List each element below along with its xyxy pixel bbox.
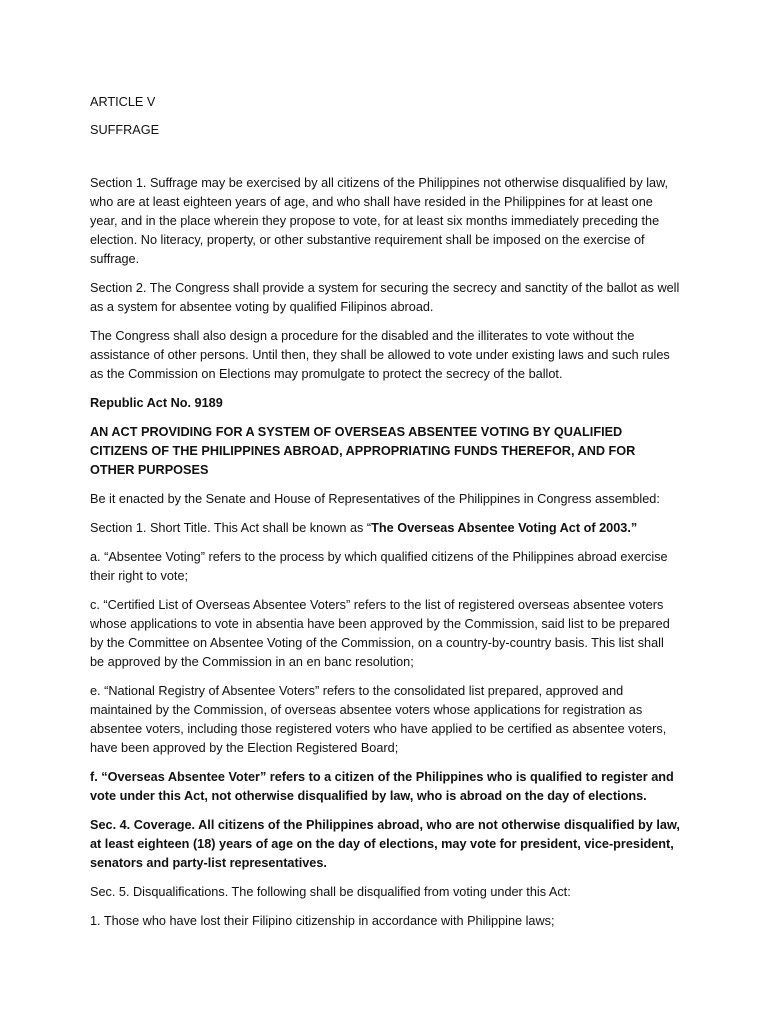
section-1-paragraph: Section 1. Suffrage may be exercised by all citizens of the Philippines not otherwise disqualified by law, who are at least eighteen years of age, and who shall have resided in the Philippines for at least one year, and in the place wherein they propose to vote, for at least six months immediately preceding the election. No literacy, property, or other substantive requirement shall be imposed on the exercise of suffrage. bbox=[90, 176, 669, 266]
section-2-paragraph: Section 2. The Congress shall provide a system for securing the secrecy and sanctity of the ballot as well as a system for absentee voting by qualified Filipinos abroad. bbox=[90, 281, 680, 314]
article-label: ARTICLE V bbox=[90, 95, 156, 109]
section-4-coverage: Sec. 4. Coverage. All citizens of the Philippines abroad, who are not otherwise disqualified by law, at least eighteen (18) years of age on the day of elections, may vote for president, vice-president, senators and party-list representatives. bbox=[90, 818, 680, 870]
section-2-continuation-paragraph: The Congress shall also design a procedure for the disabled and the illiterates to vote without the assistance of other persons. Until then, they shall be allowed to vote under existing laws and such rules as the Commission on Elections may promulgate to protect the secrecy of the ballot. bbox=[90, 329, 670, 381]
disqualification-item-1: 1. Those who have lost their Filipino citizenship in accordance with Philippine laws; bbox=[90, 914, 555, 928]
short-title-paragraph bbox=[90, 519, 680, 538]
act-number: Republic Act No. 9189 bbox=[90, 396, 223, 410]
definition-e: e. “National Registry of Absentee Voters” refers to the consolidated list prepared, approved and maintained by the Commission, of overseas absentee voters whose applications for registration as absentee voters, including those registered voters who have applied to be certified as absentee voters, have been approved by the Election Registered Board; bbox=[90, 684, 667, 755]
short-title-name: The Overseas Absentee Voting Act of 2003.” bbox=[371, 521, 638, 535]
definition-f: f. “Overseas Absentee Voter” refers to a citizen of the Philippines who is qualified to register and vote under this Act, not otherwise disqualified by law, who is abroad on the day of elections. bbox=[90, 770, 674, 803]
short-title-prefix: Section 1. Short Title. This Act shall be known as “ bbox=[90, 521, 372, 535]
enacting-clause: Be it enacted by the Senate and House of Representatives of the Philippines in Congress assembled: bbox=[90, 492, 660, 506]
article-title: SUFFRAGE bbox=[90, 123, 160, 137]
definition-c: c. “Certified List of Overseas Absentee Voters” refers to the list of registered overseas absentee voters whose applications to vote in absentia have been approved by the Commission, said list to be prepared by the Committee on Absentee Voting of the Commission, on a country-by-country basis. This list shall be approved by the Commission in an en banc resolution; bbox=[90, 598, 670, 669]
definition-a: a. “Absentee Voting” refers to the process by which qualified citizens of the Philippines abroad exercise their right to vote; bbox=[90, 550, 668, 583]
section-5-disqualifications: Sec. 5. Disqualifications. The following shall be disqualified from voting under this Act: bbox=[90, 885, 571, 899]
document-page bbox=[90, 93, 680, 931]
act-title: AN ACT PROVIDING FOR A SYSTEM OF OVERSEAS ABSENTEE VOTING BY QUALIFIED CITIZENS OF THE PHILIPPINES ABROAD, APPROPRIATING FUNDS THEREFOR, AND FOR OTHER PURPOSES bbox=[90, 425, 636, 477]
